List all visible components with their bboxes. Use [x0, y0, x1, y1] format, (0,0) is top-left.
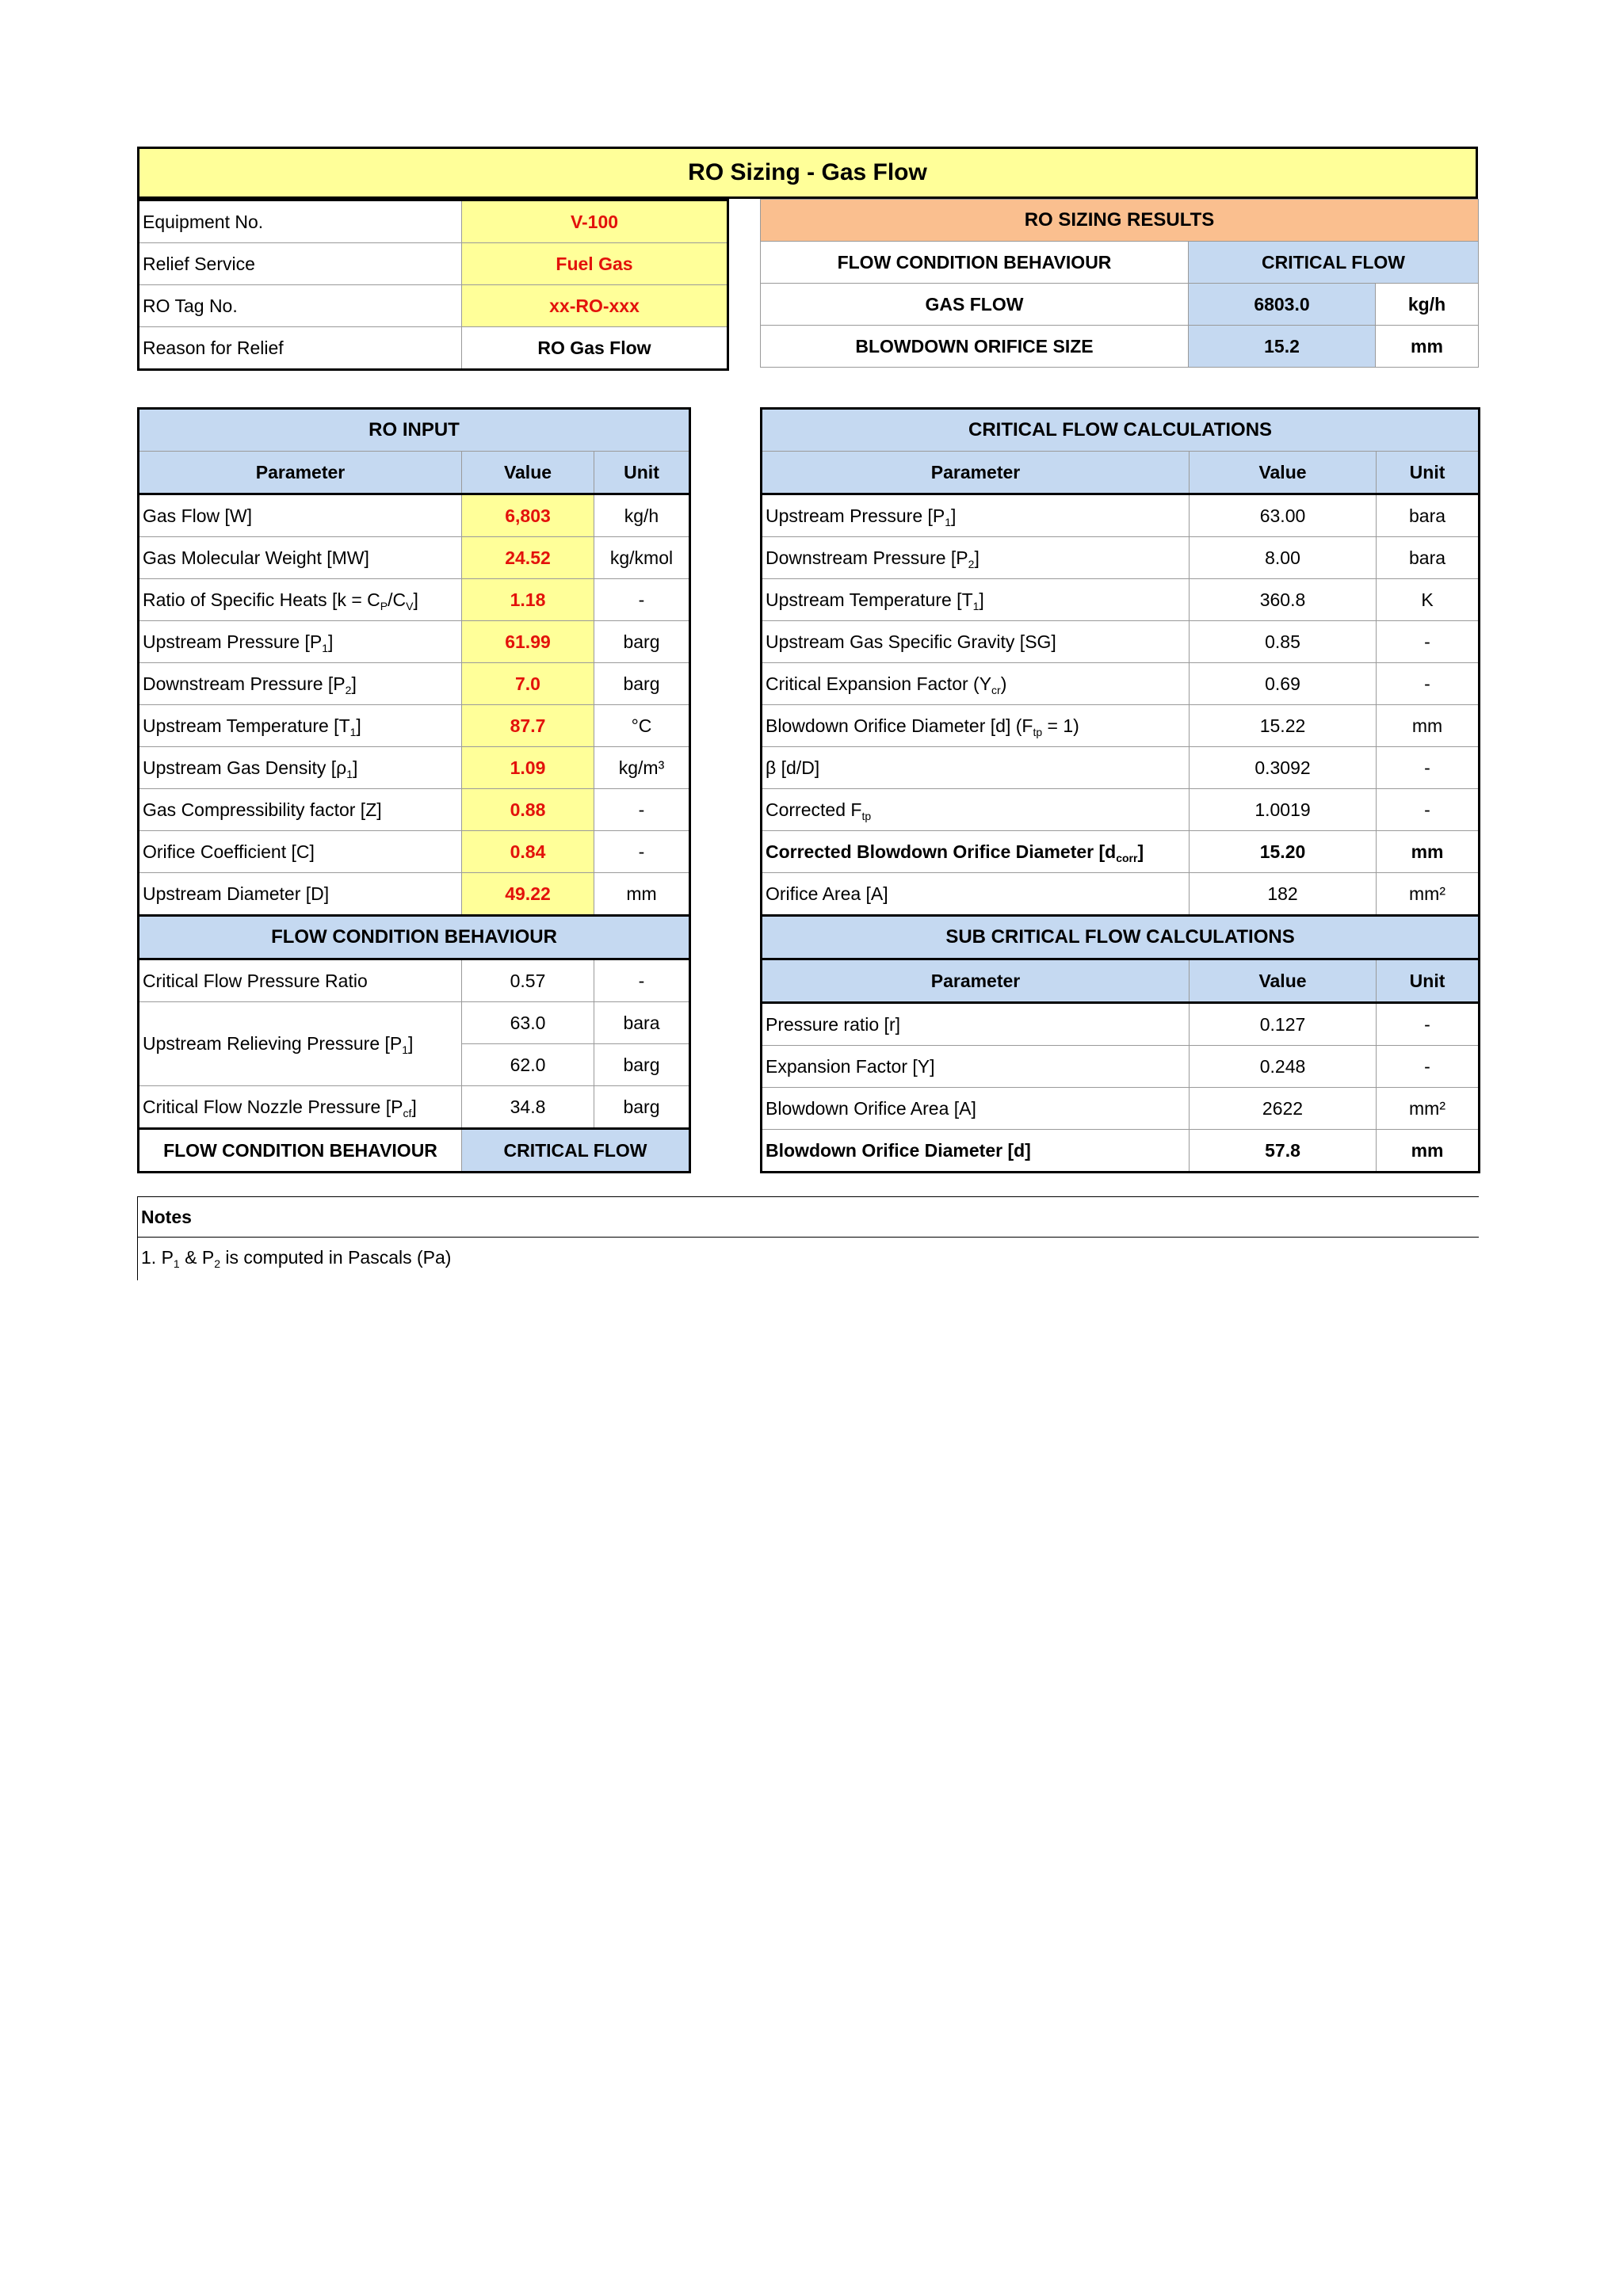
calc-parameter: Orifice Area [A]: [762, 873, 1190, 916]
col-header-unit: Unit: [594, 452, 690, 494]
calc-row: [762, 494, 1480, 537]
calc-parameter: Corrected Blowdown Orifice Diameter $[d_{corr}]$: [762, 831, 1190, 873]
relieving-pressure-unit-barg: barg: [594, 1044, 690, 1086]
ro-input-heading: RO INPUT: [139, 409, 690, 452]
calc-parameter: Upstream Temperature $[T_1]$: [762, 579, 1190, 621]
input-parameter: Upstream Diameter [D]: [139, 873, 462, 916]
calc-unit: mm²: [1377, 873, 1480, 916]
flow-behaviour-result-value: CRITICAL FLOW: [462, 1129, 690, 1173]
col-header-unit: Unit: [1377, 959, 1480, 1003]
flow-condition-label: FLOW CONDITION BEHAVIOUR: [761, 242, 1189, 284]
relieving-pressure-value-bara: 63.0: [462, 1002, 594, 1044]
critical-calc-heading: CRITICAL FLOW CALCULATIONS: [762, 409, 1480, 452]
input-parameter: Gas Compressibility factor [Z]: [139, 789, 462, 831]
input-unit: barg: [594, 663, 690, 705]
gas-flow-label: GAS FLOW: [761, 284, 1189, 326]
info-label: Relief Service: [139, 243, 462, 285]
input-row: [139, 579, 690, 621]
subcalc-parameter: Expansion Factor [Y]: [762, 1046, 1190, 1088]
subcalc-value: 2622: [1190, 1088, 1377, 1130]
info-row: [139, 243, 728, 285]
input-parameter: Gas Flow [W]: [139, 494, 462, 537]
input-parameter: Upstream Gas Density $[\rho_1]$: [139, 747, 462, 789]
info-value: xx-RO-xxx: [462, 285, 728, 327]
calc-value: 0.69: [1190, 663, 1377, 705]
info-row: [139, 285, 728, 327]
input-parameter: Downstream Pressure $[P_2]$: [139, 663, 462, 705]
flow-behaviour-result-label: FLOW CONDITION BEHAVIOUR: [139, 1129, 462, 1173]
calc-value: 1.0019: [1190, 789, 1377, 831]
input-unit: kg/kmol: [594, 537, 690, 579]
relieving-pressure-label: Upstream Relieving Pressure $[P_1]$: [139, 1002, 462, 1086]
input-parameter: Ratio of Specific Heats $[k = C_P/C_V]$: [139, 579, 462, 621]
info-value: Fuel Gas: [462, 243, 728, 285]
flow-behaviour-heading: FLOW CONDITION BEHAVIOUR: [139, 916, 690, 959]
equipment-info-table: [137, 199, 729, 371]
input-parameter: Upstream Pressure $[P_1]$: [139, 621, 462, 663]
info-row: [139, 327, 728, 370]
subcalc-row: [762, 1003, 1480, 1046]
calc-parameter: Upstream Gas Specific Gravity [SG]: [762, 621, 1190, 663]
page-title: RO Sizing - Gas Flow: [137, 147, 1478, 199]
calc-row: [762, 579, 1480, 621]
subcalc-parameter: Blowdown Orifice Area [A]: [762, 1088, 1190, 1130]
info-row: [139, 200, 728, 243]
input-parameter: Gas Molecular Weight [MW]: [139, 537, 462, 579]
calc-parameter: β [d/D]: [762, 747, 1190, 789]
input-unit: kg/m³: [594, 747, 690, 789]
calc-value: 0.3092: [1190, 747, 1377, 789]
input-value[interactable]: 24.52: [462, 537, 594, 579]
input-row: [139, 537, 690, 579]
critical-pressure-ratio-label: Critical Flow Pressure Ratio: [139, 959, 462, 1002]
calc-unit: -: [1377, 621, 1480, 663]
input-value[interactable]: 49.22: [462, 873, 594, 916]
input-unit: barg: [594, 621, 690, 663]
critical-pressure-ratio-unit: -: [594, 959, 690, 1002]
nozzle-pressure-value: 34.8: [462, 1086, 594, 1129]
input-unit: kg/h: [594, 494, 690, 537]
input-row: [139, 747, 690, 789]
subcalc-parameter: Blowdown Orifice Diameter [d]: [762, 1130, 1190, 1173]
orifice-size-value: 15.2: [1189, 326, 1376, 368]
info-value: RO Gas Flow: [462, 327, 728, 370]
col-header-parameter: Parameter: [762, 452, 1190, 494]
calc-row: [762, 747, 1480, 789]
notes-heading: Notes: [138, 1197, 1479, 1238]
calc-unit: bara: [1377, 537, 1480, 579]
subcalc-value: 57.8: [1190, 1130, 1377, 1173]
results-heading: RO SIZING RESULTS: [761, 200, 1479, 242]
input-parameter: Orifice Coefficient [C]: [139, 831, 462, 873]
notes-section: [137, 1196, 1479, 1280]
calc-row: [762, 873, 1480, 916]
subcalc-row: [762, 1088, 1480, 1130]
calc-value: 360.8: [1190, 579, 1377, 621]
subcalc-value: 0.127: [1190, 1003, 1377, 1046]
gas-flow-value: 6803.0: [1189, 284, 1376, 326]
input-row: [139, 831, 690, 873]
sizing-results-table: [760, 199, 1479, 368]
orifice-size-unit: mm: [1376, 326, 1479, 368]
calc-unit: mm: [1377, 705, 1480, 747]
subcalc-row: [762, 1130, 1480, 1173]
input-row: [139, 494, 690, 537]
info-value: V-100: [462, 200, 728, 243]
calc-value: 63.00: [1190, 494, 1377, 537]
note-item: 1. $P_1$ & $P_2$ is computed in Pascals (Pa): [141, 1247, 452, 1270]
calc-unit: bara: [1377, 494, 1480, 537]
input-value[interactable]: 0.84: [462, 831, 594, 873]
input-value[interactable]: 61.99: [462, 621, 594, 663]
calc-value: 8.00: [1190, 537, 1377, 579]
col-header-value: Value: [462, 452, 594, 494]
relieving-pressure-value-barg: 62.0: [462, 1044, 594, 1086]
input-value[interactable]: 87.7: [462, 705, 594, 747]
input-row: [139, 621, 690, 663]
input-value[interactable]: 6,803: [462, 494, 594, 537]
flow-condition-value: CRITICAL FLOW: [1189, 242, 1479, 284]
subcalc-unit: -: [1377, 1003, 1480, 1046]
calc-parameter: Upstream Pressure $[P_1]$: [762, 494, 1190, 537]
calc-value: 15.20: [1190, 831, 1377, 873]
subcalc-unit: -: [1377, 1046, 1480, 1088]
input-row: [139, 789, 690, 831]
input-row: [139, 873, 690, 916]
calc-parameter: Downstream Pressure $[P_2]$: [762, 537, 1190, 579]
col-header-value: Value: [1190, 959, 1377, 1003]
input-value[interactable]: 7.0: [462, 663, 594, 705]
col-header-parameter: Parameter: [139, 452, 462, 494]
calc-unit: K: [1377, 579, 1480, 621]
input-value[interactable]: 0.88: [462, 789, 594, 831]
subcalc-value: 0.248: [1190, 1046, 1377, 1088]
input-row: [139, 663, 690, 705]
subcalc-unit: mm: [1377, 1130, 1480, 1173]
subcalc-row: [762, 1046, 1480, 1088]
calc-row: [762, 789, 1480, 831]
orifice-size-label: BLOWDOWN ORIFICE SIZE: [761, 326, 1189, 368]
input-unit: -: [594, 579, 690, 621]
col-header-unit: Unit: [1377, 452, 1480, 494]
calc-unit: -: [1377, 663, 1480, 705]
calc-parameter: Blowdown Orifice Diameter [d] $(F_{tp} = 1)$: [762, 705, 1190, 747]
calc-unit: mm: [1377, 831, 1480, 873]
input-parameter: Upstream Temperature $[T_1]$: [139, 705, 462, 747]
calc-parameter: Corrected $F_{tp}$: [762, 789, 1190, 831]
input-value[interactable]: 1.09: [462, 747, 594, 789]
nozzle-pressure-label: Critical Flow Nozzle Pressure $[P_{cf}]$: [139, 1086, 462, 1129]
calc-value: 0.85: [1190, 621, 1377, 663]
subcritical-calc-heading: SUB CRITICAL FLOW CALCULATIONS: [762, 916, 1480, 959]
col-header-value: Value: [1190, 452, 1377, 494]
info-label: Reason for Relief: [139, 327, 462, 370]
input-value[interactable]: 1.18: [462, 579, 594, 621]
calc-row: [762, 831, 1480, 873]
gas-flow-unit: kg/h: [1376, 284, 1479, 326]
calc-row: [762, 705, 1480, 747]
input-unit: mm: [594, 873, 690, 916]
input-row: [139, 705, 690, 747]
input-unit: -: [594, 831, 690, 873]
info-label: Equipment No.: [139, 200, 462, 243]
calc-parameter: Critical Expansion Factor $(Y_{cr})$: [762, 663, 1190, 705]
info-label: RO Tag No.: [139, 285, 462, 327]
nozzle-pressure-unit: barg: [594, 1086, 690, 1129]
subcalc-parameter: Pressure ratio [r]: [762, 1003, 1190, 1046]
input-unit: -: [594, 789, 690, 831]
ro-input-table: [137, 407, 691, 1173]
calc-unit: -: [1377, 747, 1480, 789]
calc-row: [762, 537, 1480, 579]
col-header-parameter: Parameter: [762, 959, 1190, 1003]
critical-pressure-ratio-value: 0.57: [462, 959, 594, 1002]
calc-value: 15.22: [1190, 705, 1377, 747]
calc-row: [762, 663, 1480, 705]
calc-row: [762, 621, 1480, 663]
relieving-pressure-unit-bara: bara: [594, 1002, 690, 1044]
input-unit: °C: [594, 705, 690, 747]
calc-unit: -: [1377, 789, 1480, 831]
subcalc-unit: mm²: [1377, 1088, 1480, 1130]
calc-value: 182: [1190, 873, 1377, 916]
critical-flow-table: [760, 407, 1480, 1173]
